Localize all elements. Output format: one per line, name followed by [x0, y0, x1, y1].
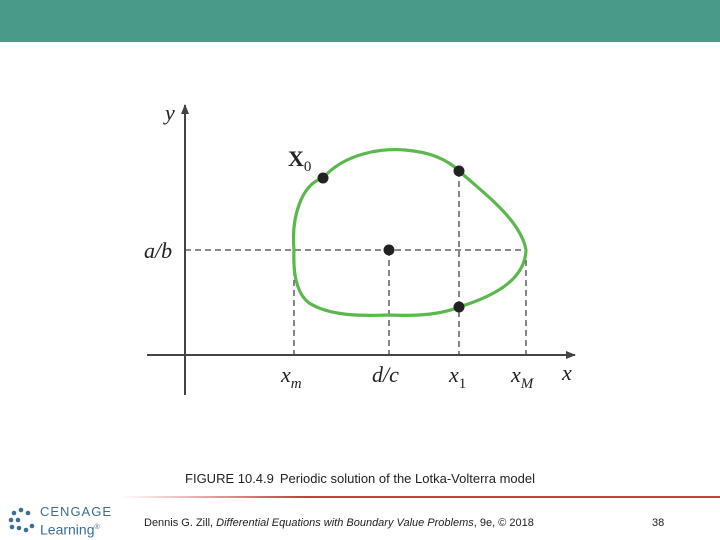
logo-brand: CENGAGE — [40, 504, 113, 519]
point-top-at-x1 — [454, 166, 465, 177]
footer-citation: Dennis G. Zill, Differential Equations with Boundary Value Problems, 9e, © 2018 — [144, 517, 534, 529]
figure-caption — [0, 471, 720, 486]
x-tick-label-xM: $x_M$ — [511, 362, 534, 392]
equilibrium-point — [384, 245, 395, 256]
x-tick-label-d-over-c: d/c — [372, 362, 399, 387]
logo-trademark: ® — [94, 524, 100, 531]
periodic-orbit-curve — [294, 150, 526, 316]
x-tick-label-xm: $x_m$ — [281, 362, 302, 392]
figure-label: FIGURE 10.4.9 — [185, 471, 274, 486]
logo-sub: Learning® — [40, 521, 100, 538]
x-axis-label: x — [562, 360, 572, 385]
cengage-logo-icon — [8, 504, 36, 538]
point-bottom-at-x1 — [454, 302, 465, 313]
y-tick-label-a-over-b: a/b — [144, 238, 173, 263]
cengage-logo — [8, 504, 120, 538]
cengage-logo-text — [40, 504, 112, 538]
initial-point-x0 — [318, 173, 329, 184]
page-number: 38 — [652, 517, 665, 529]
figure-caption-text: Periodic solution of the Lotka-Volterra model — [279, 471, 535, 486]
footer-divider — [120, 496, 720, 498]
y-axis-label: y — [165, 100, 175, 125]
x0-label: $X_0$ — [288, 146, 312, 175]
x-tick-label-x1: $x_1$ — [449, 362, 467, 392]
